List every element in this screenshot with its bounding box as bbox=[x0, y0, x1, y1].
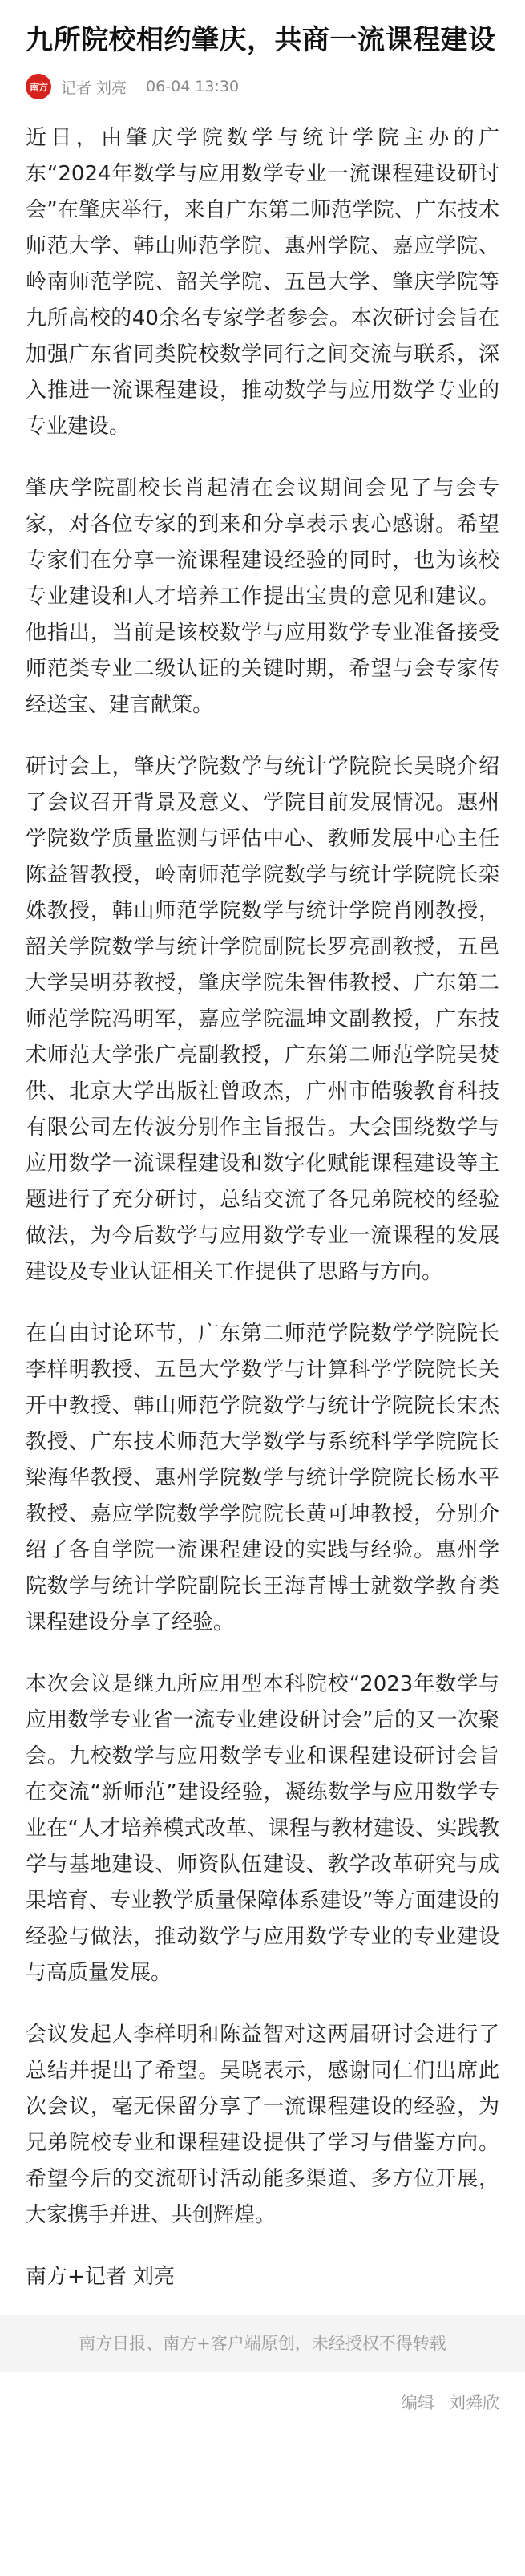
editor-name: 刘舜欣 bbox=[449, 2393, 499, 2412]
article-paragraph: 在自由讨论环节，广东第二师范学院数学学院院长李样明教授、五邑大学数学与计算科学学院院长关开中教授、韩山师范学院数学与统计学院院长宋杰教授、广东技术师范大学数学与系统科学学院院长梁海华教授、惠州学院数学与统计学院院长杨水平教授、嘉应学院数学学院院长黄可坤教授，分别介绍了各自学院一流课程建设的实践与经验。惠州学院数学与统计学院副院长王海青博士就数学教育类课程建设分享了经验。 bbox=[26, 1322, 499, 1634]
article-paragraph: 近日，由肇庆学院数学与统计学院主办的广东“2024年数学与应用数学专业一流课程建设研讨会”在肇庆举行，来自广东第二师范学院、广东技术师范大学、韩山师范学院、惠州学院、嘉应学院、岭南师范学院、韶关学院、五邑大学、肇庆学院等九所高校的40余名专家学者参会。本次研讨会旨在加强广东省同类院校数学同行之间交流与联系，深入推进一流课程建设，推动数学与应用数学专业的专业建设。 bbox=[26, 126, 499, 439]
article-paragraph: 本次会议是继九所应用型本科院校“2023年数学与应用数学专业省一流专业建设研讨会”后的又一次聚会。九校数学与应用数学专业和课程建设研讨会旨在交流“新师范”建设经验，凝练数学与应用数学专业在“人才培养模式改革、课程与教材建设、实践教学与基地建设、师资队伍建设、教学改革研究与成果培育、专业教学质量保障体系建设”等方面建设的经验与做法，推动数学与应用数学专业的专业建设与高质量发展。 bbox=[26, 1672, 499, 1985]
article-body bbox=[0, 103, 525, 2295]
editor-credit bbox=[0, 2372, 525, 2414]
article-title: 九所院校相约肇庆，共商一流课程建设 bbox=[26, 24, 496, 56]
author-name[interactable]: 记者 刘亮 bbox=[61, 79, 127, 97]
article-meta bbox=[0, 63, 525, 103]
article-paragraph: 肇庆学院副校长肖起清在会议期间会见了与会专家，对各位专家的到来和分享表示衷心感谢。希望专家们在分享一流课程建设经验的同时，也为该校专业建设和人才培养工作提出宝贵的意见和建议。他指出，当前是该校数学与应用数学专业准备接受师范类专业二级认证的关键时期，希望与会专家传经送宝、建言献策。 bbox=[26, 476, 499, 717]
copyright-notice: 南方日报、南方+客户端原创，未经授权不得转载 bbox=[0, 2315, 525, 2372]
editor-label: 编辑 bbox=[401, 2393, 434, 2412]
article-paragraph: 研讨会上，肇庆学院数学与统计学院院长吴晓介绍了会议召开背景及意义、学院目前发展情况。惠州学院数学质量监测与评估中心、教师发展中心主任陈益智教授，岭南师范学院数学与统计学院院长栾姝教授，韩山师范学院数学与统计学院肖刚教授，韶关学院数学与统计学院副院长罗亮副教授，五邑大学吴明芬教授，肇庆学院朱智伟教授、广东第二师范学院冯明军，嘉应学院温坤文副教授，广东技术师范大学张广亮副教授，广东第二师范学院吴焚供、北京大学出版社曾政杰，广州市皓骏教育科技有限公司左传波分别作主旨报告。大会围绕数学与应用数学一流课程建设和数字化赋能课程建设等主题进行了充分研讨，总结交流了各兄弟院校的经验做法，为今后数学与应用数学专业一流课程的发展建设及专业认证相关工作提供了思路与方向。 bbox=[26, 755, 499, 1284]
publish-time: 06-04 13:30 bbox=[146, 78, 240, 95]
article-signature: 南方+记者 刘亮 bbox=[26, 2265, 176, 2289]
article-paragraph: 会议发起人李样明和陈益智对这两届研讨会进行了总结并提出了希望。吴晓表示，感谢同仁们出席此次会议，毫无保留分享了一流课程建设的经验，为兄弟院校专业和课程建设提供了学习与借鉴方向。希望今后的交流研讨活动能多渠道、多方位开展，大家携手并进、共创辉煌。 bbox=[26, 2023, 499, 2227]
nanfang-logo-icon[interactable]: 南方 bbox=[26, 74, 51, 99]
